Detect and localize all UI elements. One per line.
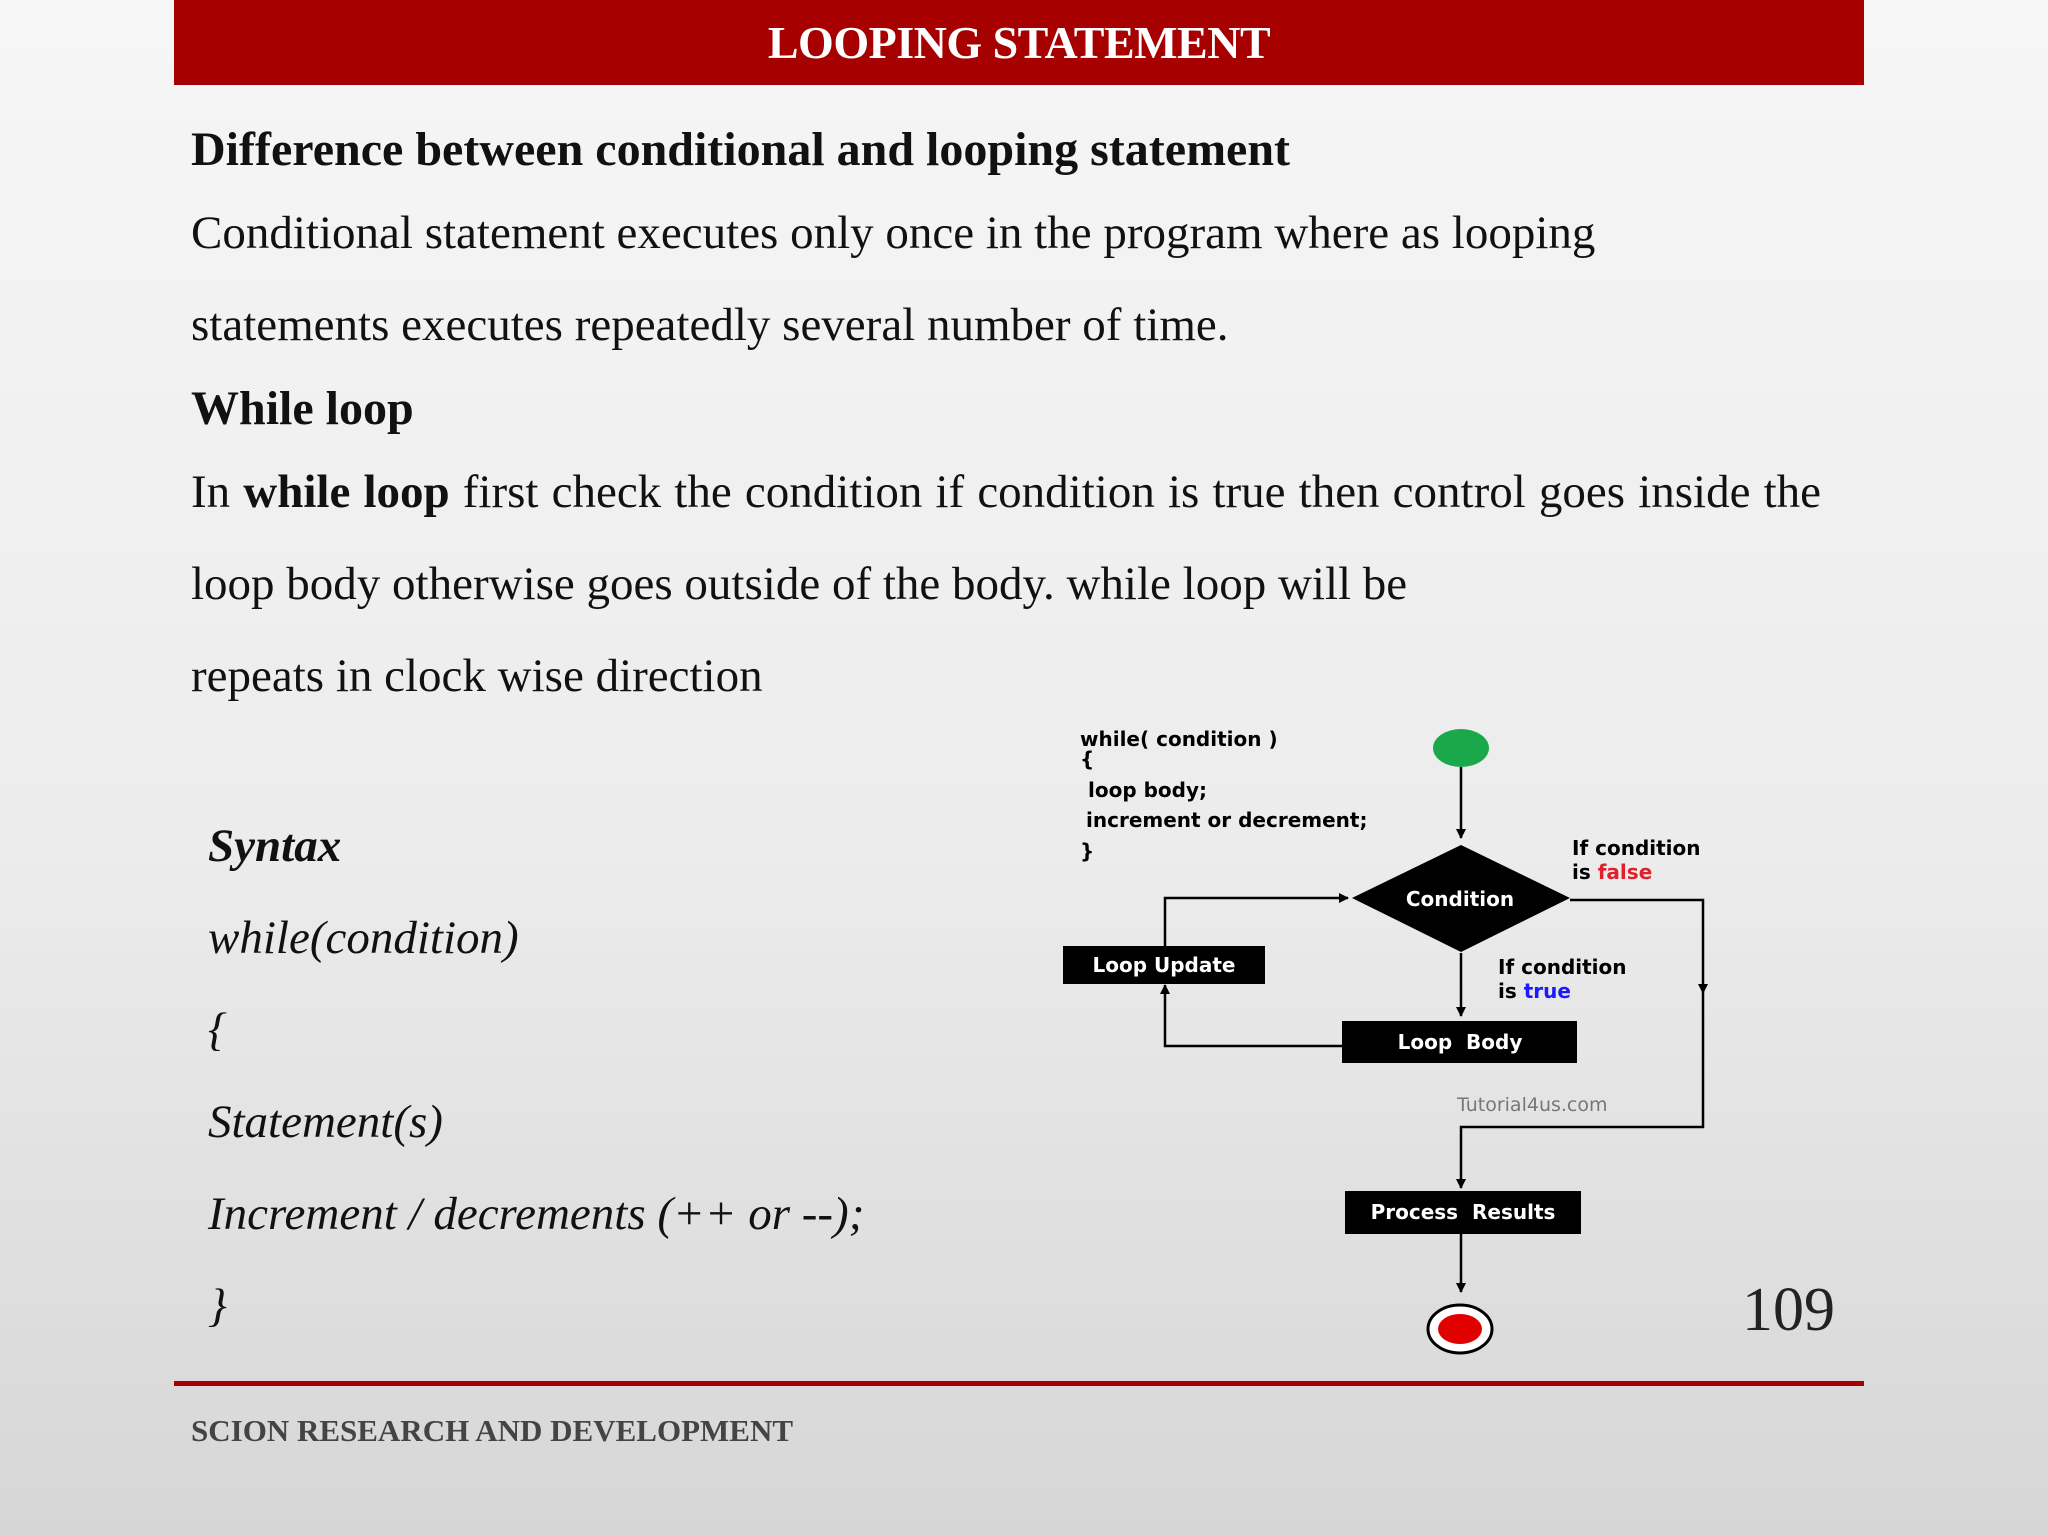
watermark-text: Tutorial4us.com bbox=[1457, 1094, 1608, 1116]
difference-line-1: Conditional statement executes only once in the program where as looping bbox=[191, 207, 1596, 259]
title-bar bbox=[174, 0, 1864, 85]
difference-line-2: statements executes repeatedly several number of time. bbox=[191, 299, 1229, 351]
condition-label: Condition bbox=[1405, 887, 1515, 911]
footer-text: SCION RESEARCH AND DEVELOPMENT bbox=[191, 1413, 794, 1448]
code-line: while( condition ) bbox=[1080, 727, 1278, 751]
while-line-2: inside the loop body otherwise goes outside of the body. while loop will be bbox=[191, 466, 1822, 610]
loop-update-label: Loop Update bbox=[1092, 953, 1236, 977]
while-paragraph bbox=[191, 446, 1821, 722]
while-loop-flowchart bbox=[1050, 710, 1750, 1370]
slide-content bbox=[191, 112, 1821, 722]
arrow-update-to-condition bbox=[1165, 898, 1348, 946]
syntax-heading: Syntax bbox=[208, 820, 342, 872]
while-heading: While loop bbox=[191, 382, 414, 435]
svg-text:is false bbox=[1572, 860, 1652, 884]
flowchart-svg bbox=[1050, 710, 1750, 1370]
syntax-block bbox=[208, 800, 968, 1352]
while-rest: first check the condition if condition is true then control goes bbox=[449, 466, 1626, 518]
arrow-body-to-update bbox=[1165, 985, 1342, 1046]
true-label-line-2: is bbox=[1498, 979, 1524, 1003]
syntax-line: Increment / decrements (++ or --); bbox=[208, 1188, 865, 1240]
syntax-line: { bbox=[208, 1004, 227, 1056]
false-label-line-1: If condition bbox=[1572, 836, 1701, 860]
syntax-line: Statement(s) bbox=[208, 1096, 443, 1148]
while-line-3: repeats in clock wise direction bbox=[191, 650, 763, 702]
while-bold-term: while loop bbox=[243, 466, 450, 518]
page-number: 109 bbox=[1742, 1276, 1835, 1344]
false-word: false bbox=[1597, 860, 1653, 884]
true-word: true bbox=[1523, 979, 1571, 1003]
syntax-line: while(condition) bbox=[208, 912, 519, 964]
difference-heading: Difference between conditional and looping statement bbox=[191, 123, 1291, 176]
difference-paragraph bbox=[191, 187, 1821, 371]
arrow-condition-false bbox=[1570, 900, 1703, 993]
while-prefix: In bbox=[191, 466, 244, 518]
false-label-line-2: is bbox=[1572, 860, 1598, 884]
slide-title: LOOPING STATEMENT bbox=[767, 17, 1271, 68]
start-node bbox=[1433, 729, 1489, 767]
end-node bbox=[1438, 1314, 1482, 1344]
footer-divider bbox=[174, 1381, 1864, 1386]
true-label-line-1: If condition bbox=[1498, 955, 1627, 979]
syntax-line: } bbox=[208, 1280, 227, 1332]
code-line: } bbox=[1080, 839, 1095, 863]
code-line: { bbox=[1080, 747, 1095, 771]
loop-body-label: Loop Body bbox=[1397, 1030, 1523, 1054]
svg-text:is true bbox=[1498, 979, 1571, 1003]
code-line: increment or decrement; bbox=[1086, 808, 1368, 832]
code-line: loop body; bbox=[1088, 778, 1208, 802]
process-results-label: Process Results bbox=[1370, 1200, 1556, 1224]
